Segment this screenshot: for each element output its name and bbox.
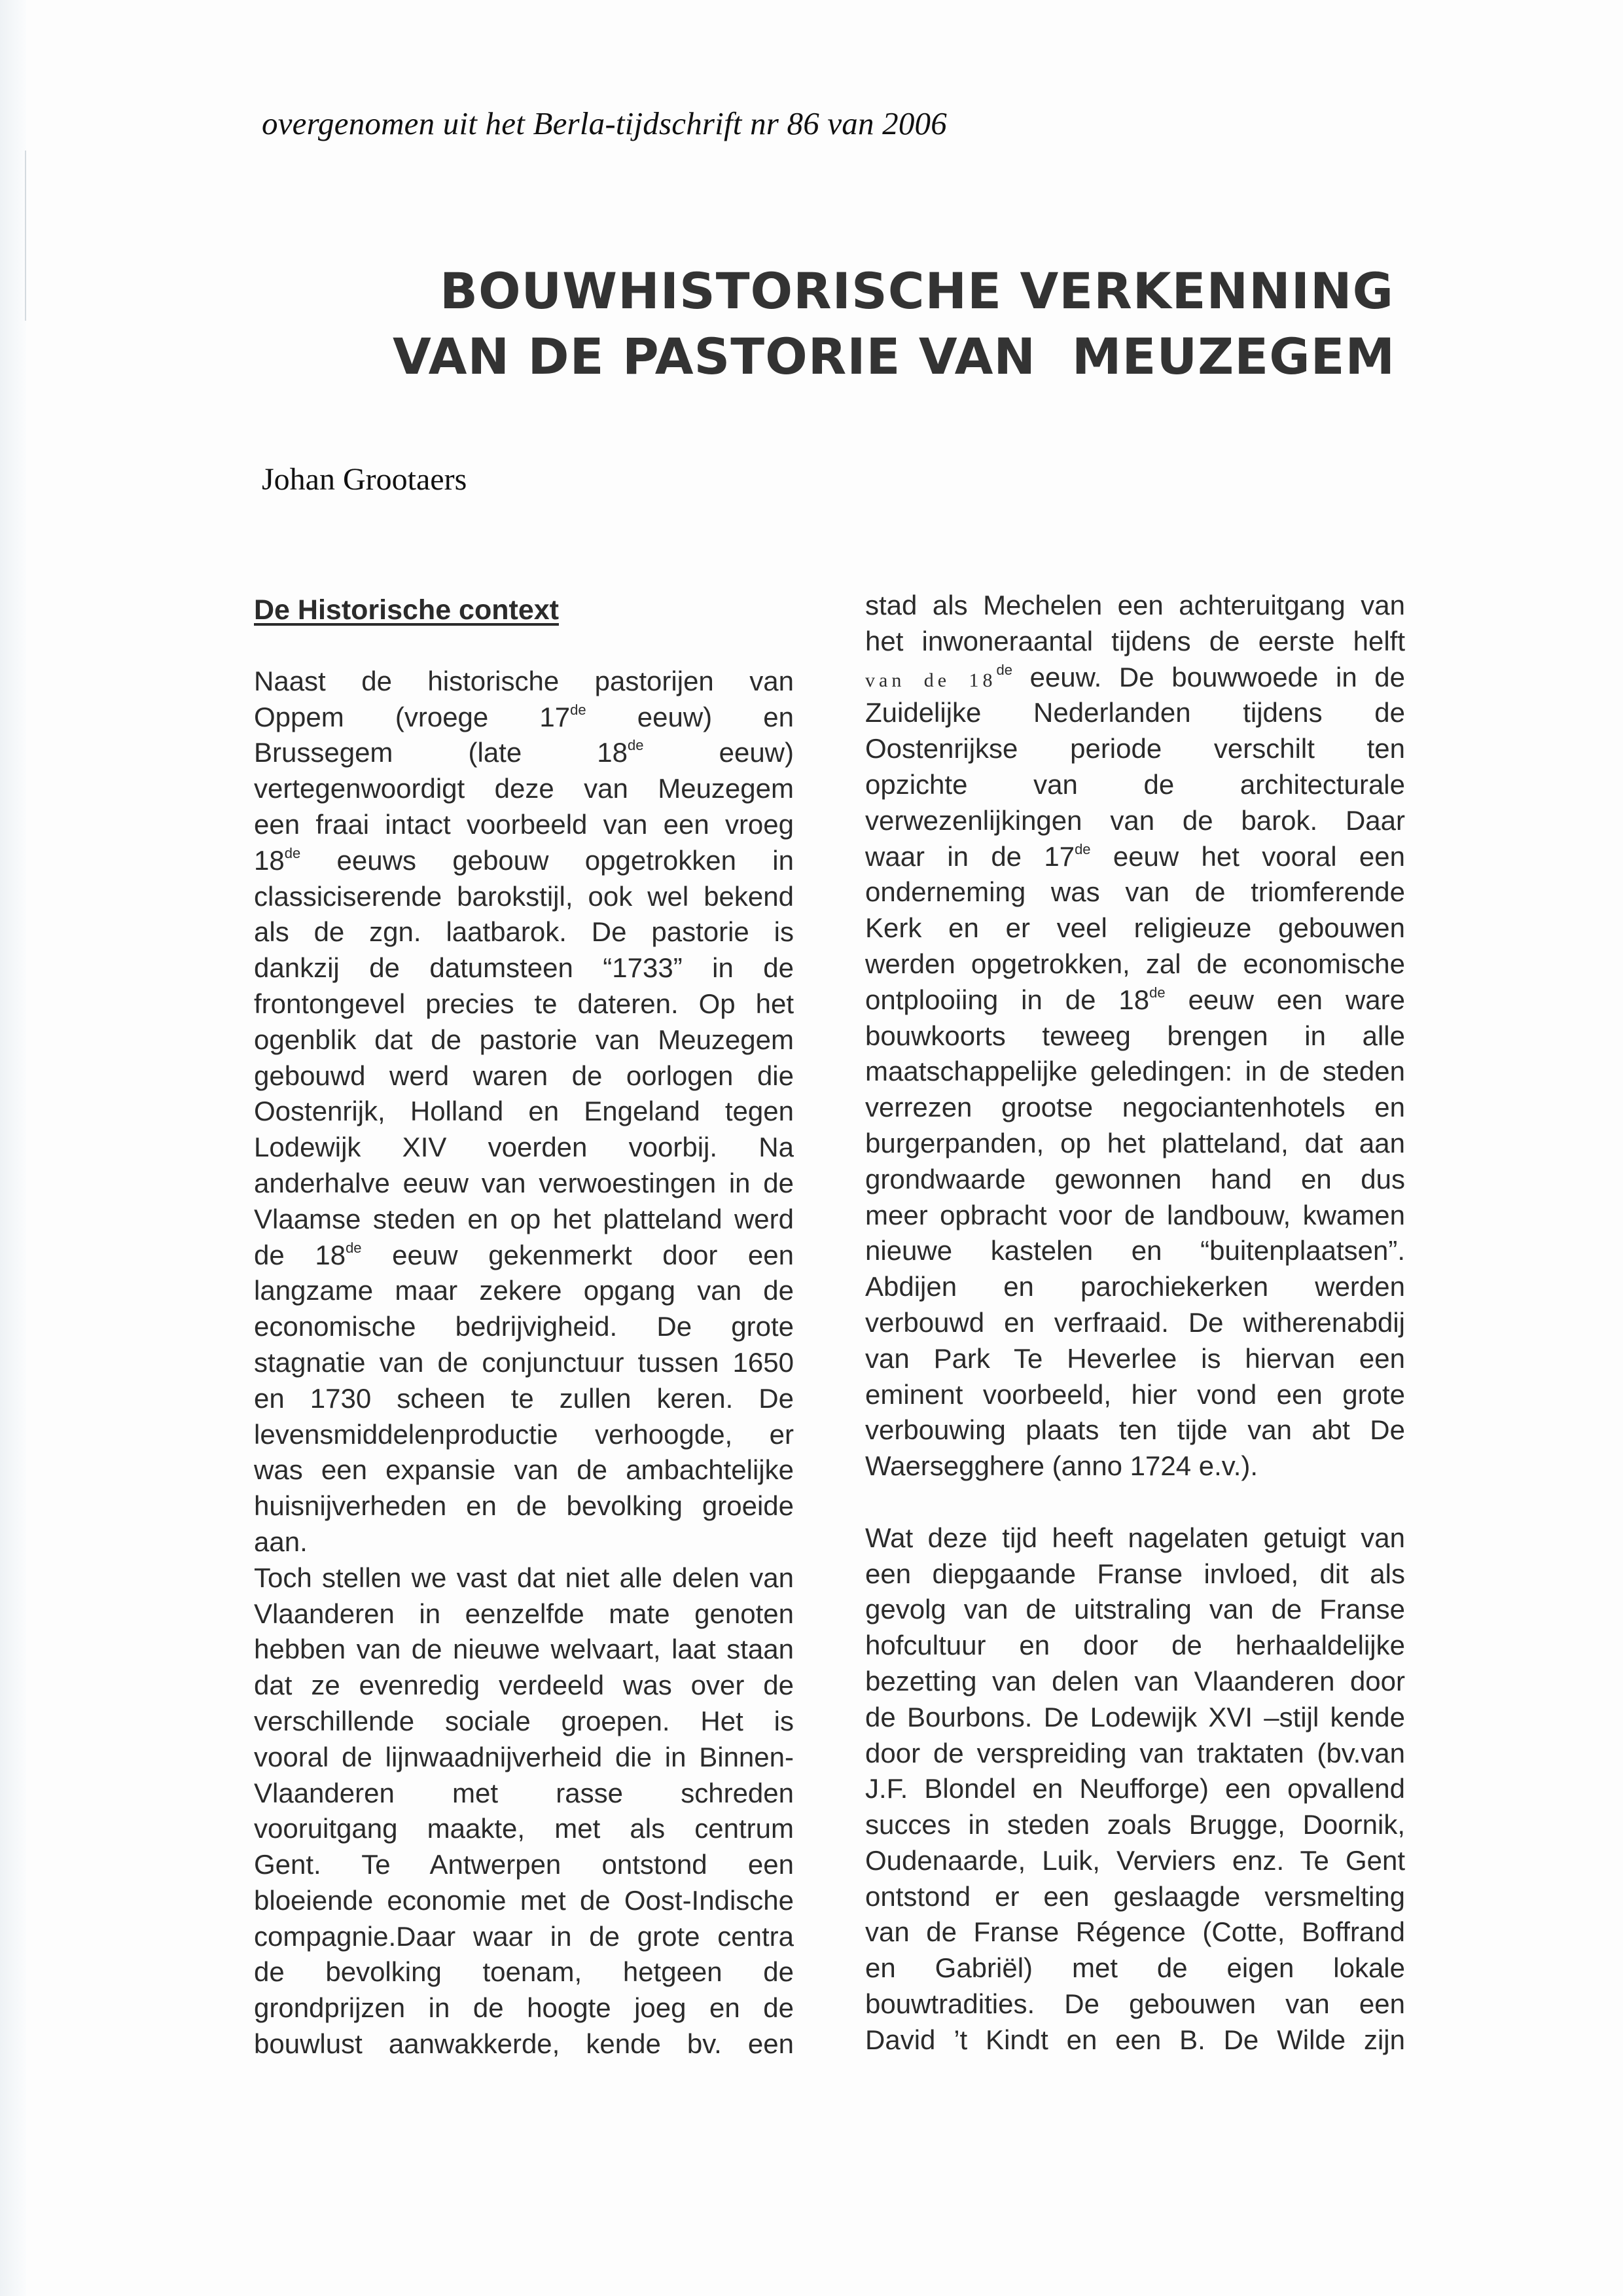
text-line: Vlaanderen in eenzelfde mate genoten <box>254 1598 794 1629</box>
paragraph-gap <box>865 1484 1405 1520</box>
ordinal-superscript: de <box>1149 984 1166 1001</box>
text-line: door de verspreiding van traktaten (bv.van <box>865 1737 1405 1768</box>
source-note: overgenomen uit het Berla-tijdschrift nr 86 van 2006 <box>262 105 947 141</box>
ordinal-superscript: de <box>628 737 644 754</box>
text-line: Zuidelijke Nederlanden tijdens de <box>865 697 1405 728</box>
text-line: classiciserende barokstijl, ook wel bekend <box>254 880 794 912</box>
text-line: David ’t Kindt en een B. De Wilde zijn <box>865 2024 1405 2055</box>
author-name: Johan Grootaers <box>262 462 467 497</box>
section-heading: De Historische context <box>254 594 559 626</box>
text-line: gevolg van de uitstraling van de Franse <box>865 1594 1405 1625</box>
scan-edge-shadow <box>0 0 26 2296</box>
right-column <box>865 588 1405 2058</box>
text-line: en Gabriël) met de eigen lokale <box>865 1952 1405 1984</box>
text-line: opzichte van de architecturale <box>865 768 1405 800</box>
text-line: hofcultuur en door de herhaaldelijke <box>865 1630 1405 1661</box>
text-line: Waersegghere (anno 1724 e.v.). <box>865 1450 1258 1482</box>
text-line: Gent. Te Antwerpen ontstond een <box>254 1849 794 1880</box>
text-line: Oostenrijkse periode verschilt ten <box>865 733 1405 764</box>
text-line: maatschappelijke geledingen: in de steden <box>865 1056 1405 1087</box>
text-line: Oudenaarde, Luik, Verviers enz. Te Gent <box>865 1844 1405 1876</box>
text-line: Vlaanderen met rasse schreden <box>254 1777 794 1808</box>
text-line: verschillende sociale groepen. Het is <box>254 1705 794 1736</box>
ordinal-superscript: de <box>346 1239 362 1256</box>
text-line: was een expansie van de ambachtelijke <box>254 1454 794 1486</box>
text-line: dankzij de datumsteen “1733” in de <box>254 952 794 984</box>
text-line: Oostenrijk, Holland en Engeland tegen <box>254 1096 794 1127</box>
text-line: aan. <box>254 1526 308 1557</box>
text-line: Wat deze tijd heeft nagelaten getuigt van <box>865 1522 1405 1553</box>
article-title-line-2: VAN DE PASTORIE VAN MEUZEGEM <box>393 327 1396 386</box>
text-line: bouwkoorts teweeg brengen in alle <box>865 1020 1405 1051</box>
text-line: van de Franse Régence (Cotte, Boffrand <box>865 1916 1405 1948</box>
text-line: burgerpanden, op het platteland, dat aan <box>865 1127 1405 1158</box>
text-line: Oppem (vroege 17de eeuw) en <box>254 701 794 732</box>
text-line: Brussegem (late 18de eeuw) <box>254 737 794 768</box>
text-line: bloeiende economie met de Oost-Indische <box>254 1884 794 1916</box>
serif-text-fragment: van de 18 <box>865 669 997 691</box>
text-line: ontplooiing in de 18de eeuw een ware <box>865 984 1405 1015</box>
text-line: ogenblik dat de pastorie van Meuzegem <box>254 1024 794 1055</box>
text-line: verbouwd en verfraaid. De witherenabdij <box>865 1306 1405 1338</box>
text-line: de bevolking toenam, hetgeen de <box>254 1956 794 1988</box>
text-line: waar in de 17de eeuw het vooral een <box>865 840 1406 872</box>
ordinal-superscript: de <box>996 661 1012 678</box>
text-line: nieuwe kastelen en “buitenplaatsen”. <box>865 1235 1405 1266</box>
text-line: werden opgetrokken, zal de economische <box>865 948 1405 979</box>
text-line: Kerk en er veel religieuze gebouwen <box>865 912 1405 944</box>
text-line: van Park Te Heverlee is hiervan een <box>865 1342 1405 1374</box>
text-line: eminent voorbeeld, hier vond een grote <box>865 1378 1405 1410</box>
text-line: langzame maar zekere opgang van de <box>254 1275 794 1306</box>
scan-artifact-line <box>25 151 26 321</box>
article-title <box>393 259 1394 389</box>
text-line: als de zgn. laatbarok. De pastorie is <box>254 916 794 948</box>
text-line: en 1730 scheen te zullen keren. De <box>254 1382 794 1414</box>
text-line: Lodewijk XIV voerden voorbij. Na <box>254 1132 794 1163</box>
text-line: gebouwd werd waren de oorlogen die <box>254 1060 794 1091</box>
text-line: vooruitgang maakte, met als centrum <box>254 1813 794 1844</box>
text-line: vertegenwoordigt deze van Meuzegem <box>254 773 794 804</box>
text-line: een diepgaande Franse invloed, dit als <box>865 1558 1405 1589</box>
text-line: grondprijzen in de hoogte joeg en de <box>254 1992 794 2024</box>
text-line: hebben van de nieuwe welvaart, laat staan <box>254 1634 794 1665</box>
text-line: Abdijen en parochiekerken werden <box>865 1271 1405 1302</box>
text-line: een fraai intact voorbeeld van een vroeg <box>254 808 794 840</box>
ordinal-superscript: de <box>1075 840 1091 857</box>
text-line: Naast de historische pastorijen van <box>254 665 794 696</box>
ordinal-superscript: de <box>570 701 586 718</box>
text-line: stagnatie van de conjunctuur tussen 1650 <box>254 1346 794 1378</box>
text-line: het inwoneraantal tijdens de eerste helft <box>865 625 1405 656</box>
text-line: huisnijverheden en de bevolking groeide <box>254 1490 794 1522</box>
text-line: verbouwing plaats ten tijde van abt De <box>865 1414 1405 1446</box>
ordinal-superscript: de <box>284 844 301 861</box>
text-line: van de 18de eeuw. De bouwwoede in de <box>865 661 1405 692</box>
text-line: verwezenlijkingen van de barok. Daar <box>865 804 1405 836</box>
text-line: ontstond er een geslaagde versmelting <box>865 1880 1405 1912</box>
text-line: 18de eeuws gebouw opgetrokken in <box>254 844 794 876</box>
text-line: frontongevel precies te dateren. Op het <box>254 988 794 1019</box>
text-line: meer opbracht voor de landbouw, kwamen <box>865 1199 1405 1230</box>
text-line: bezetting van delen van Vlaanderen door <box>865 1665 1405 1696</box>
right-column-body <box>865 588 1405 2058</box>
left-column <box>254 592 794 2062</box>
text-line: levensmiddelenproductie verhoogde, er <box>254 1418 794 1450</box>
text-line: de Bourbons. De Lodewijk XVI –stijl kende <box>865 1701 1405 1732</box>
article-title-line-1: BOUWHISTORISCHE VERKENNING <box>440 262 1394 320</box>
text-line: dat ze evenredig verdeeld was over de <box>254 1670 794 1701</box>
text-line: economische bedrijvigheid. De grote <box>254 1311 794 1342</box>
text-line: J.F. Blondel en Neufforge) een opvallend <box>865 1773 1405 1804</box>
text-line: onderneming was van de triomferende <box>865 876 1405 908</box>
text-line: de 18de eeuw gekenmerkt door een <box>254 1239 794 1270</box>
text-line: verrezen grootse negociantenhotels en <box>865 1092 1405 1123</box>
text-line: stad als Mechelen een achteruitgang van <box>865 590 1405 620</box>
text-line: grondwaarde gewonnen hand en dus <box>865 1163 1405 1194</box>
text-line: bouwlust aanwakkerde, kende bv. een <box>254 2028 794 2060</box>
text-line: bouwtradities. De gebouwen van een <box>865 1988 1405 2020</box>
text-line: Vlaamse steden en op het platteland werd <box>254 1203 794 1234</box>
text-line: vooral de lijnwaadnijverheid die in Binnen- <box>254 1741 794 1772</box>
left-column-body <box>254 664 794 2062</box>
text-line: compagnie.Daar waar in de grote centra <box>254 1920 794 1952</box>
text-line: Toch stellen we vast dat niet alle delen van <box>254 1562 794 1593</box>
text-line: succes in steden zoals Brugge, Doornik, <box>865 1809 1405 1840</box>
text-line: anderhalve eeuw van verwoestingen in de <box>254 1167 794 1198</box>
